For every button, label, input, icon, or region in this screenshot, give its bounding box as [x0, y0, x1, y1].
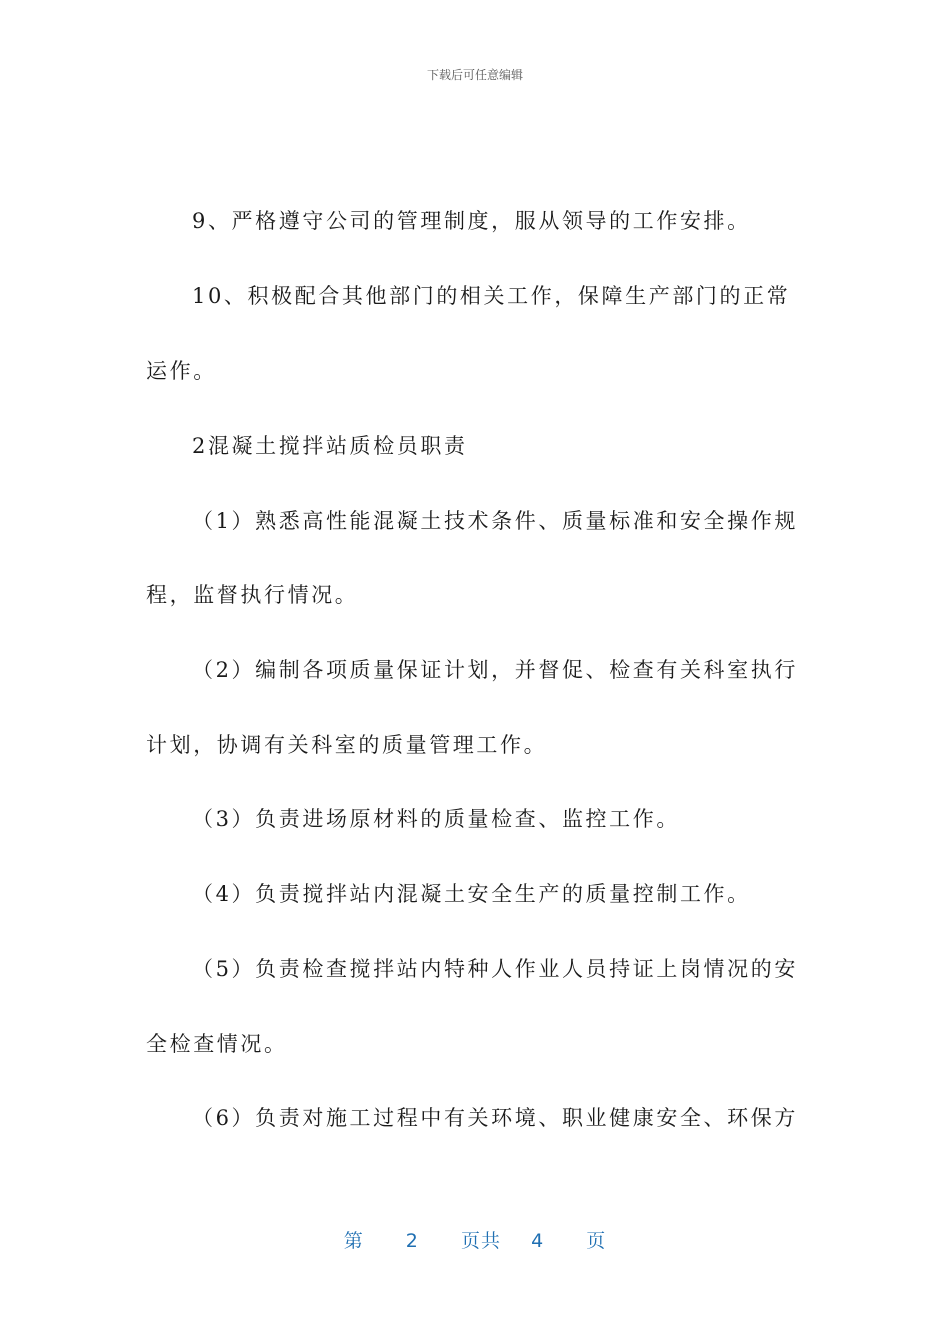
page-prefix: 第: [343, 1230, 364, 1252]
paragraph-line: （4）负责搅拌站内混凝土安全生产的质量控制工作。: [192, 882, 751, 906]
paragraph-line: （2）编制各项质量保证计划，并督促、检查有关科室执行: [192, 658, 798, 682]
section-heading: 2混凝土搅拌站质检员职责: [192, 434, 468, 458]
paragraph-line: 程，监督执行情况。: [146, 583, 359, 607]
paragraph-line: 计划，协调有关科室的质量管理工作。: [146, 733, 548, 757]
paragraph-line: 10、积极配合其他部门的相关工作，保障生产部门的正常: [192, 284, 791, 308]
paragraph-line: 运作。: [146, 359, 217, 383]
paragraph-line: （3）负责进场原材料的质量检查、监控工作。: [192, 807, 680, 831]
paragraph-line: 全检查情况。: [146, 1032, 288, 1056]
page-header-note: 下载后可任意编辑: [426, 68, 523, 82]
paragraph-line: 9、严格遵守公司的管理制度，服从领导的工作安排。: [192, 209, 751, 233]
page-mid-text: 页共: [460, 1230, 501, 1252]
paragraph-line: （6）负责对施工过程中有关环境、职业健康安全、环保方: [192, 1106, 798, 1130]
page-current-number: 2: [405, 1230, 419, 1252]
page-footer: [0, 1226, 950, 1253]
paragraph-line: （1）熟悉高性能混凝土技术条件、质量标准和安全操作规: [192, 509, 798, 533]
page-suffix: 页: [586, 1230, 607, 1252]
page-total-number: 4: [531, 1230, 545, 1252]
paragraph-line: （5）负责检查搅拌站内特种人作业人员持证上岗情况的安: [192, 957, 798, 981]
